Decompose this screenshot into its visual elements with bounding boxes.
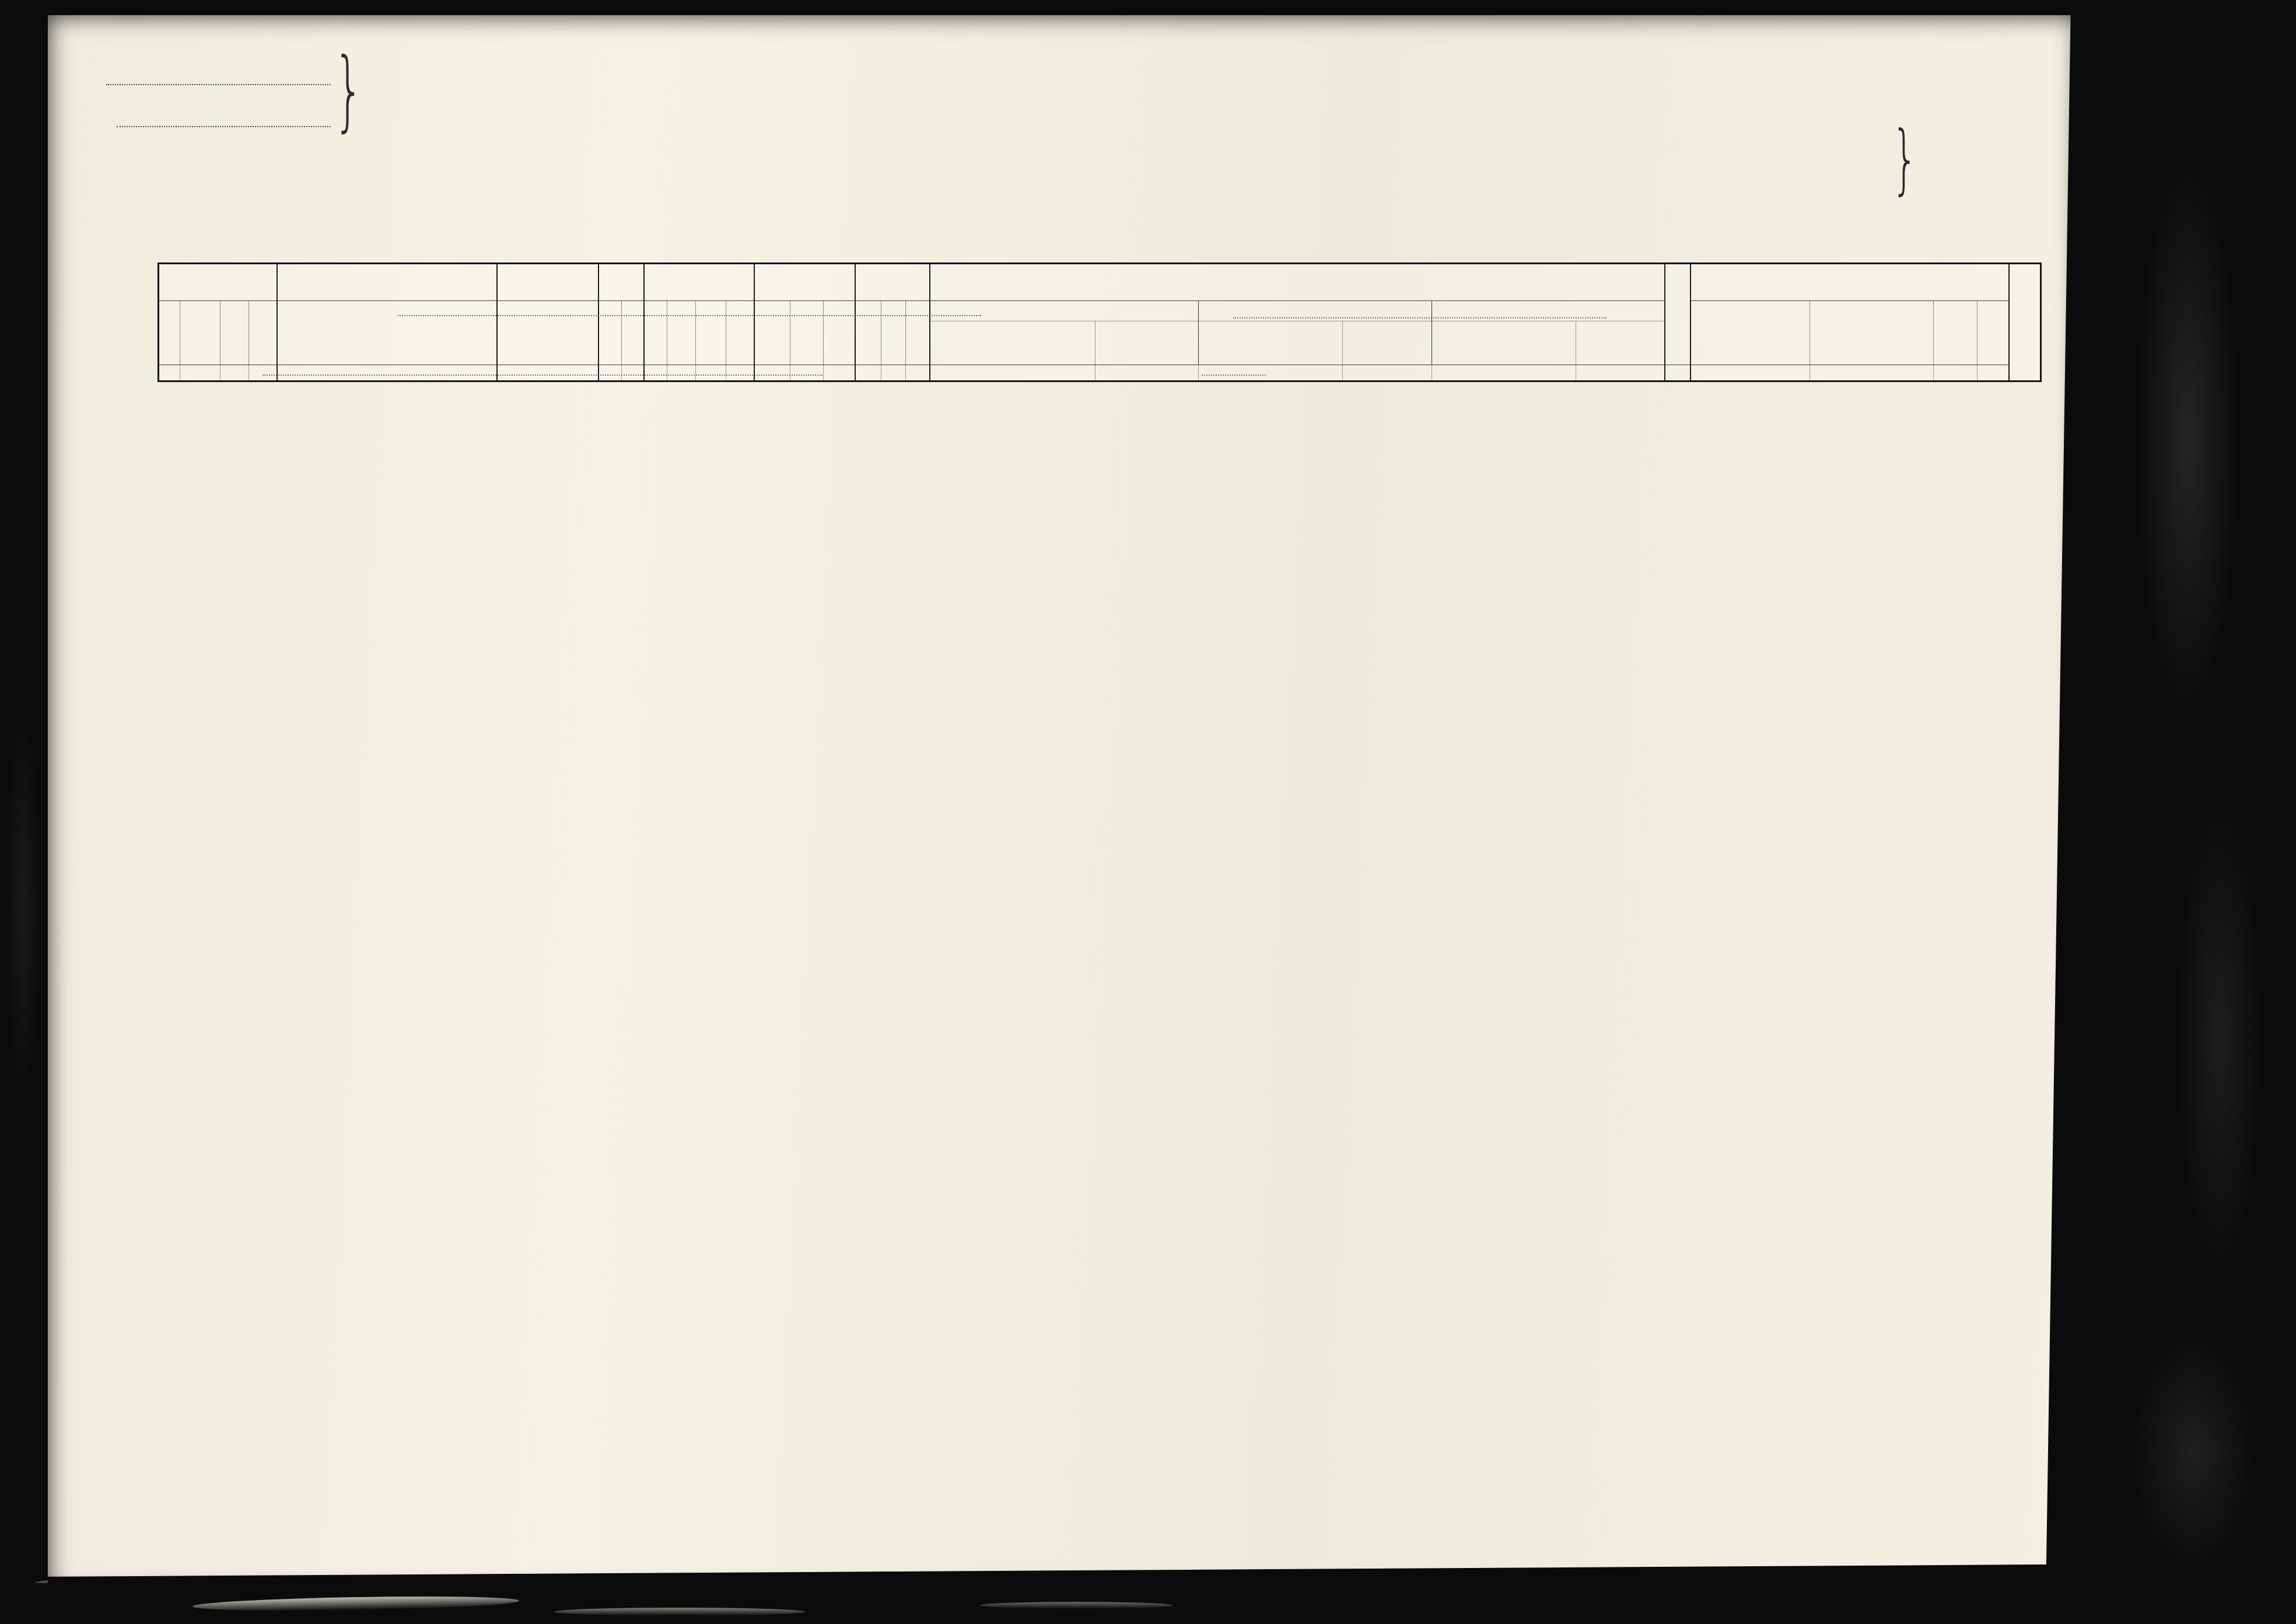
col-num (1096, 365, 1199, 380)
col-header-home-owned (610, 331, 611, 335)
col-num (1199, 365, 1343, 380)
group-title-occupation (1691, 264, 2008, 301)
group-title-personal (645, 264, 754, 301)
col-num (1665, 365, 1691, 380)
col-header-farm-schedule (1992, 332, 1996, 334)
col-num (220, 365, 249, 380)
street-column-overlay (158, 382, 178, 1531)
col-header-mother-tongue (1576, 321, 1665, 364)
col-num (824, 365, 856, 380)
col-header-family-number (263, 331, 264, 335)
col-num (249, 365, 278, 380)
col-header-color-race (681, 331, 682, 335)
col-num (159, 365, 180, 380)
col-header-employer (1954, 332, 1957, 334)
film-blotch (2129, 1330, 2258, 1575)
col-num (278, 365, 498, 380)
col-num (1810, 365, 1934, 380)
column-group-education (856, 264, 930, 380)
line-number-column-header (2010, 264, 2043, 380)
col-num (1978, 365, 2010, 380)
col-num (755, 365, 790, 380)
census-table (158, 262, 2042, 382)
state-field (106, 46, 331, 85)
film-edge (48, 1564, 2079, 1594)
nativity-note (1289, 281, 1306, 284)
col-header-immigration-year (772, 331, 773, 335)
col-header-father-tongue (1343, 321, 1432, 364)
column-group-nativity (930, 264, 1665, 380)
column-group-tenure (599, 264, 645, 380)
col-num (906, 365, 930, 380)
col-num (180, 365, 220, 380)
col-num (667, 365, 696, 380)
col-header-free-mortgaged (633, 331, 634, 335)
col-num (1576, 365, 1665, 380)
page-edge-wisp (980, 1602, 1172, 1609)
brace: } (333, 40, 364, 141)
col-num (498, 365, 599, 380)
col-header-sex (655, 331, 656, 335)
col-header-industry (1867, 332, 1877, 334)
brace: } (1891, 114, 1919, 203)
census-sheet (48, 15, 2079, 1594)
nativity-father-label (1199, 301, 1432, 321)
col-header-able-to-read (893, 331, 894, 335)
col-header-dwelling-number (234, 331, 235, 335)
nativity-person (930, 301, 1199, 364)
col-num (790, 365, 824, 380)
col-header-house-number (200, 331, 201, 335)
column-group-name (278, 264, 498, 380)
col-num (645, 365, 667, 380)
nativity-mother-label (1432, 301, 1665, 321)
nativity-mother (1432, 301, 1665, 364)
table-header (158, 262, 2042, 382)
column-group-occupation (1691, 264, 2010, 380)
film-blotch (6, 700, 41, 1108)
page-edge-wisp (192, 1594, 519, 1613)
column-group-personal-description (645, 264, 755, 380)
left-line-numbers (121, 382, 147, 1531)
col-num (622, 365, 645, 380)
nativity-father (1199, 301, 1432, 364)
group-title-abode (159, 264, 276, 301)
col-num (599, 365, 622, 380)
col-header-street (169, 331, 170, 335)
group-title-tenure (599, 264, 643, 301)
col-header-relation (544, 332, 553, 334)
col-num (1343, 365, 1432, 380)
column-group-place-of-abode (159, 264, 278, 380)
col-header-person-tongue (1096, 321, 1199, 364)
film-blotch (2135, 152, 2240, 723)
group-title-citizenship (755, 264, 855, 301)
page-edge-wisp (554, 1608, 805, 1616)
col-header-marital-status (740, 331, 741, 335)
group-title-education (856, 264, 929, 301)
col-num (696, 365, 726, 380)
col-header-mother-birthplace (1432, 321, 1576, 364)
col-header-trade (1746, 332, 1755, 334)
col-header-able-to-write (918, 331, 919, 335)
column-group-english (1665, 264, 1691, 380)
col-num (1432, 365, 1576, 380)
col-num (1691, 365, 1810, 380)
col-header-naturalized (806, 331, 807, 335)
col-num (726, 365, 755, 380)
col-header-father-birthplace (1199, 321, 1343, 364)
col-header-age (710, 331, 712, 335)
col-num (1934, 365, 1978, 380)
group-title-name (278, 264, 496, 301)
county-field (117, 88, 331, 127)
col-num (881, 365, 906, 380)
col-num (930, 365, 1096, 380)
nativity-person-label (930, 301, 1198, 321)
group-title-relation (498, 264, 598, 301)
col-header-person-birthplace (930, 321, 1096, 364)
col-header-naturalization-year (839, 331, 841, 335)
film-edge (2045, 15, 2079, 1594)
column-group-relation (498, 264, 599, 380)
film-blotch (2176, 788, 2263, 1289)
col-header-attended-school (868, 331, 869, 335)
col-header-speak-english (1677, 313, 1678, 316)
column-group-citizenship (755, 264, 856, 380)
col-num (856, 365, 881, 380)
